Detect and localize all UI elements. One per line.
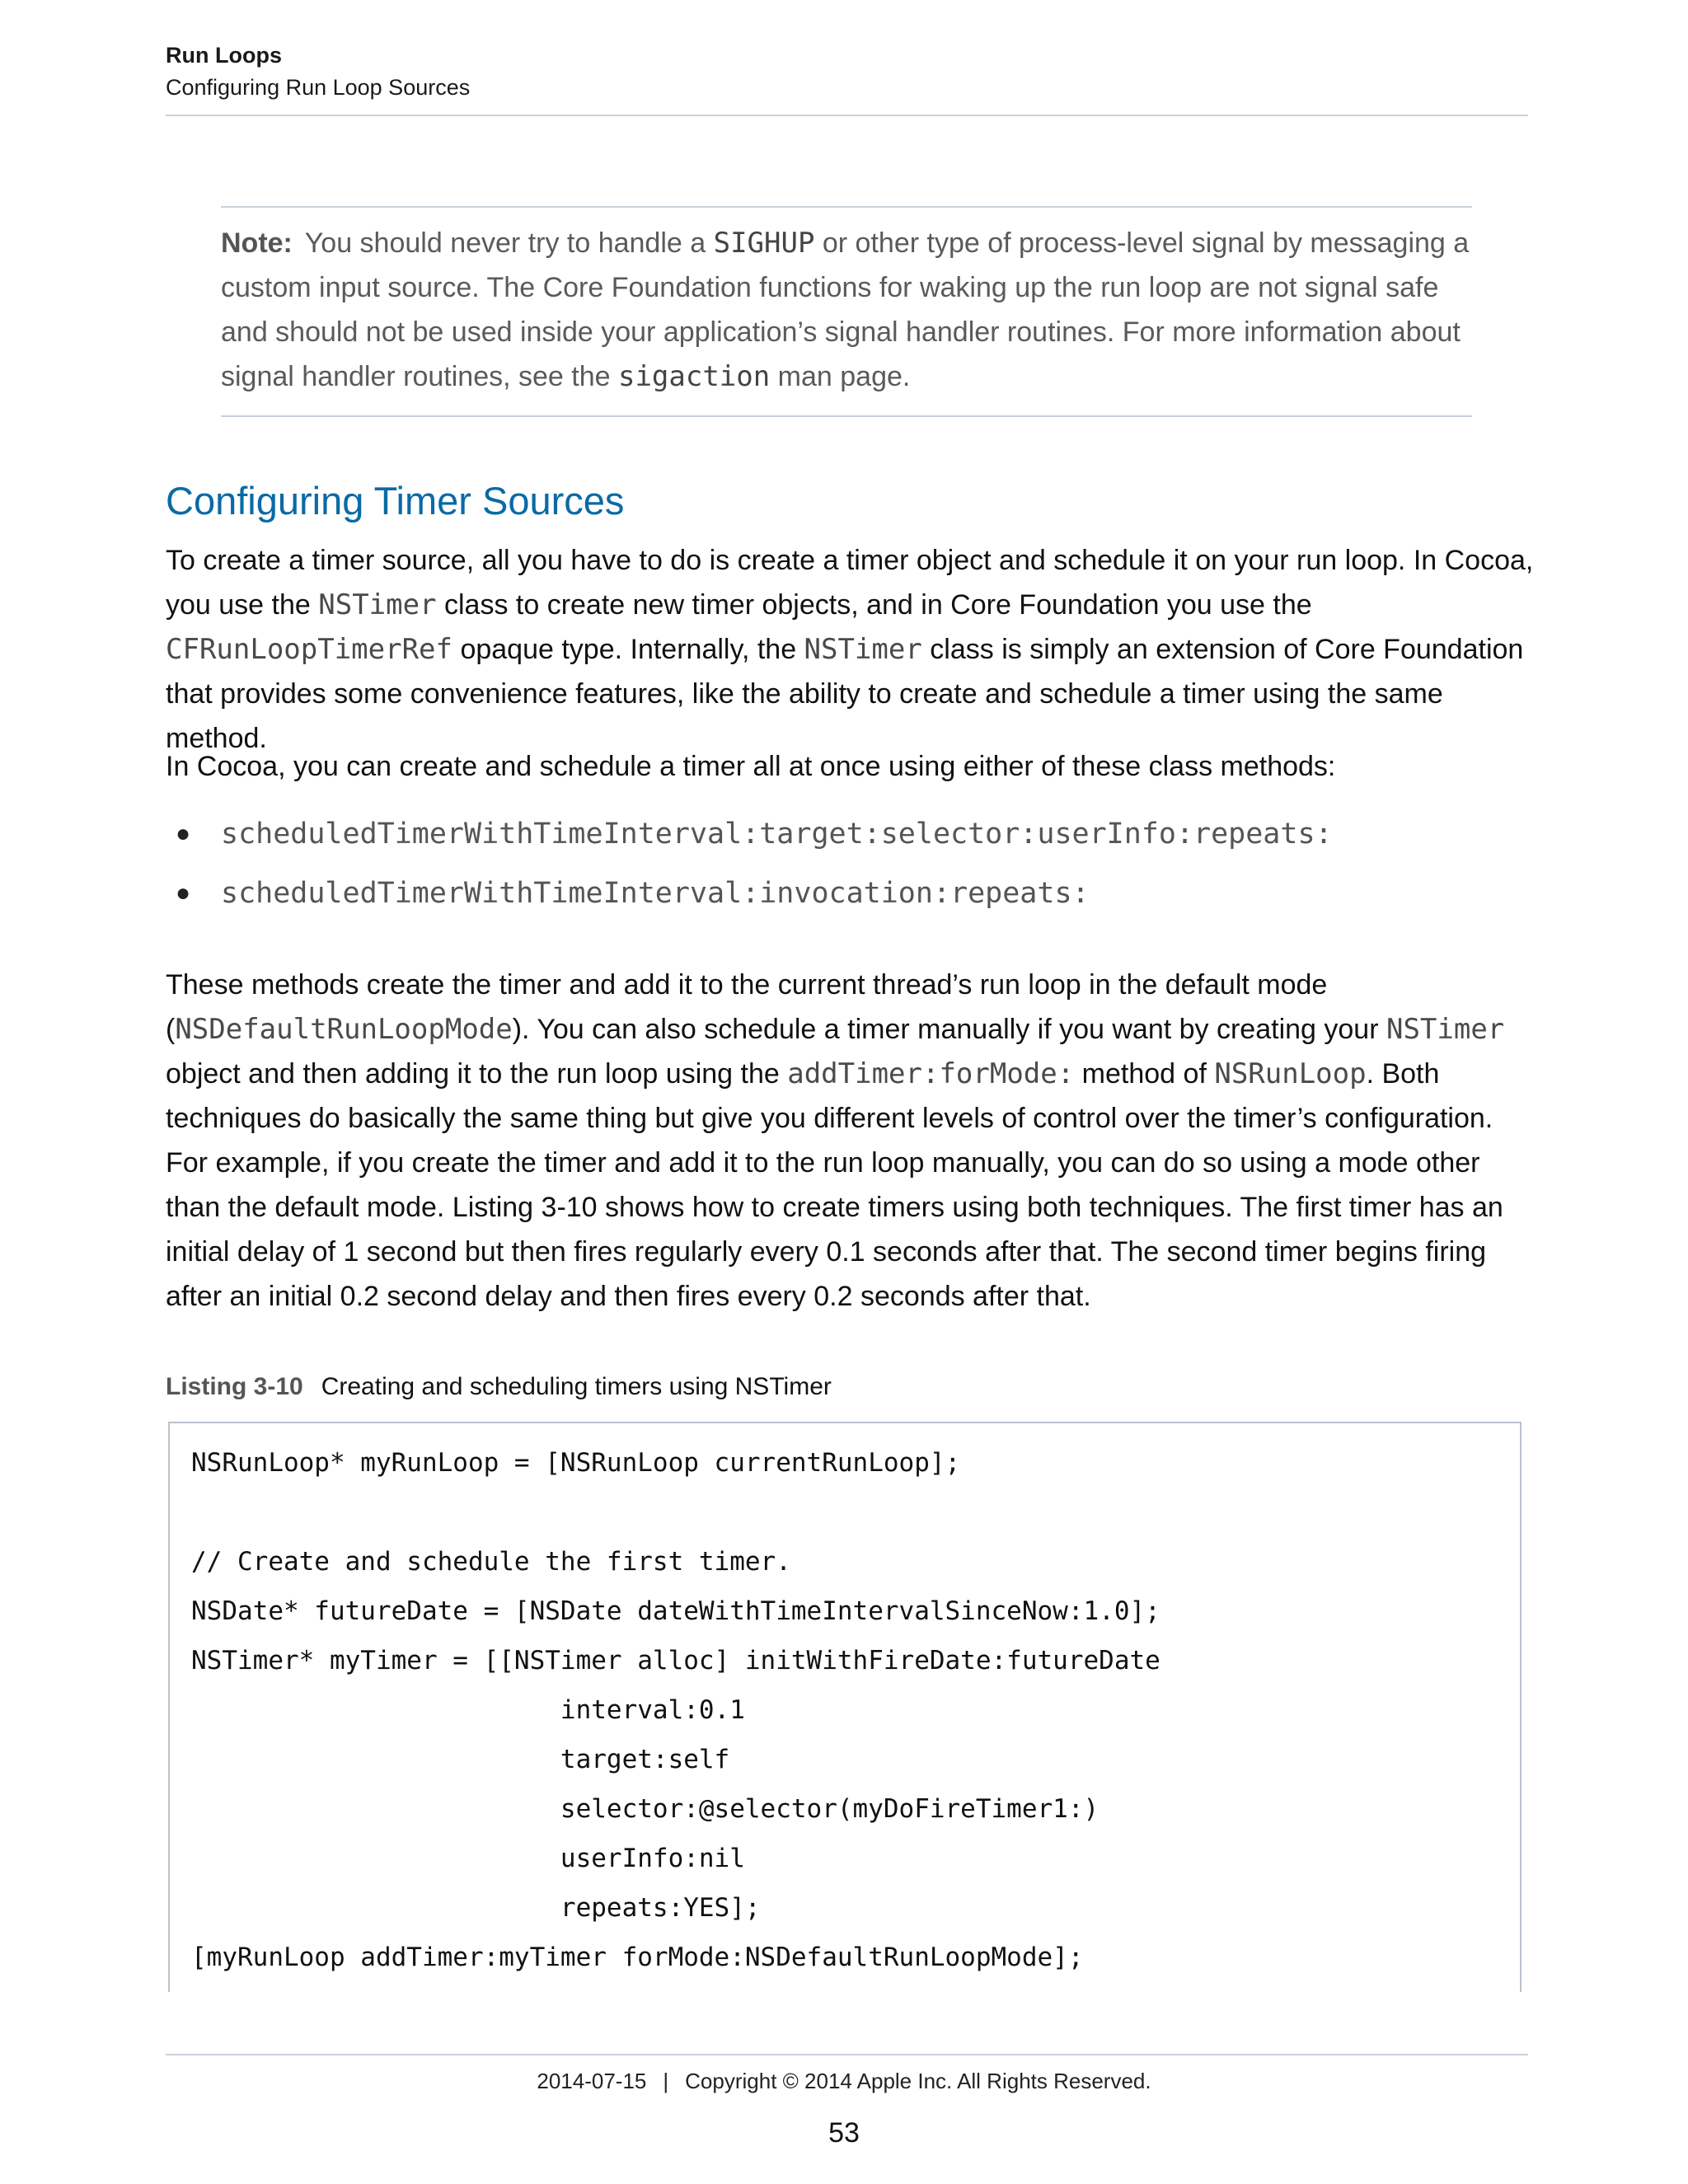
code-line: userInfo:nil (191, 1844, 745, 1873)
text-segment: class to create new timer objects, and in Core Foundation you use the (436, 589, 1312, 621)
chapter-title: Run Loops (166, 43, 282, 68)
list-item (166, 804, 1484, 864)
footer-divider (166, 2054, 1528, 2055)
bullet-icon: ● (176, 820, 191, 847)
inline-code: SIGHUP (713, 227, 815, 260)
text-segment: . Both techniques do basically the same thing but give you different levels of control over the timer’s configuration. For example, if you create the timer and add it to the run loop manually, you can do so using a mode other than the default mode. Listing 3-10 shows how to create timers using both techniques. The first timer has an initial delay of 1 second but then fires regularly every 0.1 seconds after that. The second timer begins firing after an initial 0.2 second delay and then fires every 0.2 seconds after that. (166, 1058, 1503, 1312)
inline-code: NSTimer (318, 588, 437, 621)
code-lines (191, 1438, 1160, 1982)
listing-caption (166, 1369, 832, 1405)
header-divider (166, 115, 1528, 116)
footer-copyright: Copyright © 2014 Apple Inc. All Rights Reserved. (685, 2069, 1151, 2093)
note-label: Note: (221, 227, 293, 259)
page-header (166, 40, 1528, 104)
inline-code: addTimer:forMode: (787, 1057, 1075, 1090)
code-line: interval:0.1 (191, 1695, 745, 1725)
code-line: NSRunLoop* myRunLoop = [NSRunLoop currentRunLoop]; (191, 1448, 961, 1478)
note-text-segment: or other type of process-level signal by messaging a custom input source. The Core Foundation functions for waking up the run loop are not signal safe and should not be used inside your application’s signal handler routines. For more information about signal handler routines, see the (221, 227, 1470, 392)
method-name: scheduledTimerWithTimeInterval:target:selector:userInfo:repeats: (221, 818, 1333, 851)
method-list (166, 804, 1484, 923)
note-box (221, 206, 1472, 417)
body-paragraph-2: In Cocoa, you can create and schedule a timer all at once using either of these class methods: (166, 751, 1336, 782)
text-segment: method of (1074, 1058, 1215, 1090)
code-line (191, 1488, 1160, 1537)
inline-code: sigaction (617, 360, 771, 393)
bullet-icon: ● (176, 879, 191, 907)
code-line: NSTimer* myTimer = [[NSTimer alloc] initWithFireDate:futureDate (191, 1646, 1160, 1675)
note-text-segment: man page. (770, 361, 911, 392)
note-text (221, 221, 1472, 399)
inline-code: NSRunLoop (1214, 1057, 1367, 1090)
page-footer (0, 2066, 1688, 2096)
page-number: 53 (828, 2117, 860, 2149)
section-title: Configuring Run Loop Sources (166, 75, 471, 100)
text-segment: opaque type. Internally, the (452, 634, 804, 665)
code-line: repeats:YES]; (191, 1893, 761, 1923)
listing-number: Listing 3-10 (166, 1373, 303, 1400)
footer-date: 2014-07-15 (537, 2069, 647, 2093)
code-line: // Create and schedule the first timer. (191, 1547, 791, 1577)
body-paragraph-3 (166, 963, 1534, 1319)
inline-code: NSTimer (1386, 1013, 1505, 1046)
code-listing (168, 1422, 1522, 1992)
text-segment: class is simply an extension of Core Foundation that provides some convenience features, like the ability to create and schedule a timer using the same method. (166, 634, 1524, 754)
body-paragraph-1 (166, 538, 1534, 761)
footer-separator: | (663, 2069, 669, 2093)
text-segment: object and then adding it to the run loop using the (166, 1058, 788, 1090)
code-line: NSDate* futureDate = [NSDate dateWithTimeIntervalSinceNow:1.0]; (191, 1596, 1160, 1626)
listing-title: Creating and scheduling timers using NSTimer (321, 1373, 832, 1400)
text-segment: These methods create the timer and add it to the current thread’s run loop in the default mode ( (166, 969, 1328, 1045)
note-text-segment: You should never try to handle a (304, 227, 714, 259)
list-item (166, 864, 1484, 923)
text-segment: To create a timer source, all you have to do is create a timer object and schedule it on your run loop. In Cocoa, you use the (166, 545, 1534, 621)
text-segment: ). You can also schedule a timer manually if you want by creating your (512, 1014, 1386, 1045)
inline-code: NSDefaultRunLoopMode (175, 1013, 513, 1046)
inline-code: CFRunLoopTimerRef (166, 633, 452, 666)
section-heading: Configuring Timer Sources (166, 479, 625, 523)
method-name: scheduledTimerWithTimeInterval:invocation:repeats: (221, 877, 1090, 910)
inline-code: NSTimer (804, 633, 922, 666)
code-line: [myRunLoop addTimer:myTimer forMode:NSDefaultRunLoopMode]; (191, 1943, 1084, 1972)
code-line: target:self (191, 1745, 730, 1774)
code-line: selector:@selector(myDoFireTimer1:) (191, 1794, 1100, 1824)
